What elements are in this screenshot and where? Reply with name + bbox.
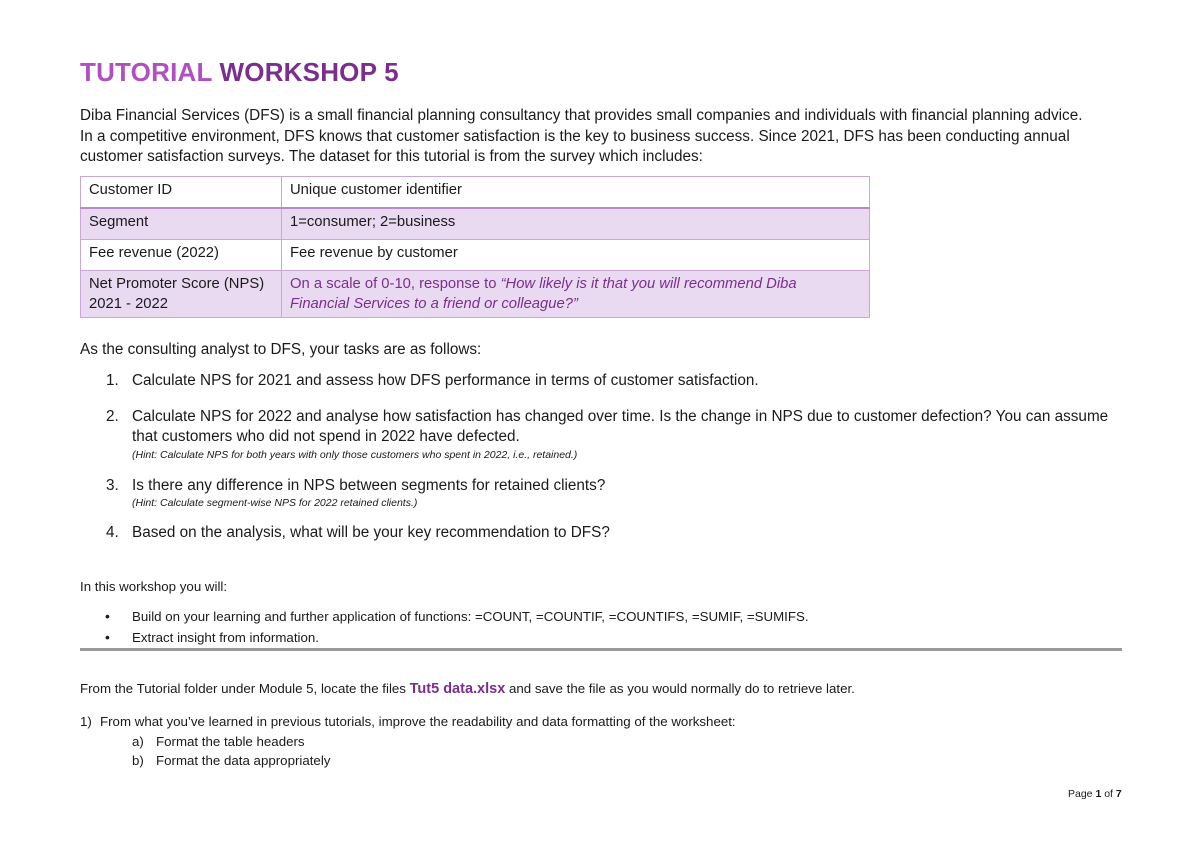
page-number [1068,788,1122,800]
page-current: 1 [1095,788,1102,800]
list-item [80,712,736,771]
page-label: Page [1068,788,1093,800]
task-number: 1. [106,372,119,389]
table-row [81,208,870,240]
field-description: 1=consumer; 2=business [282,208,870,240]
table-row [81,271,870,318]
task-number: 4. [106,524,119,541]
task-text: Calculate NPS for 2021 and assess how DFS performance in terms of customer satisfaction. [132,372,759,389]
file-name: Tut5 data.xlsx [409,681,506,697]
list-item [100,751,736,771]
page-total: 7 [1115,788,1122,800]
step-number: 1) [80,714,92,729]
task-hint: (Hint: Calculate segment-wise NPS for 2022 retained clients.) [132,497,418,509]
field-name [81,271,282,318]
task-number: 2. [106,407,119,425]
task-text: Is there any difference in NPS between segments for retained clients? [132,476,606,494]
list-item: • Extract insight from information. [80,627,809,648]
nps-description: On a scale of 0-10, response to [290,276,501,292]
task-text: Calculate NPS for 2022 and analyse how satisfaction has changed over time. Is the change in NPS due to customer defection? You can assume that customers who did not spend in 2022 have defected. [132,407,1109,445]
field-name-line-1: Net Promoter Score (NPS) [89,276,265,292]
task-number: 3. [106,476,119,494]
list-item: • Build on your learning and further application of functions: =COUNT, =COUNTIF, =COUNTIFS, =SUMIF, =SUMIFS. [80,606,809,627]
list-item [80,523,1130,544]
nps-question-line-1: “How likely is it that you will recommend Diba [500,276,797,292]
field-name: Segment [81,208,282,240]
step-text: From what you’ve learned in previous tutorials, improve the readability and data formatting of the worksheet: [100,714,736,729]
sub-step-text: Format the table headers [156,733,305,749]
intro-paragraph [80,106,1130,168]
list-item [80,371,1130,392]
workshop-intro: In this workshop you will: [80,579,228,594]
intro-line-3: customer satisfaction surveys. The dataset for this tutorial is from the survey which includes: [80,148,703,165]
field-name-line-2: 2021 - 2022 [89,296,168,312]
locate-text-after: and save the file as you would normally do to retrieve later. [505,681,855,696]
step-list [80,712,736,771]
table-row [81,240,870,271]
field-name: Customer ID [81,177,282,209]
task-list [80,371,1130,544]
title-part2: WORKSHOP 5 [219,57,399,87]
task-text: Based on the analysis, what will be your key recommendation to DFS? [132,524,610,541]
sub-step-text: Format the data appropriately [156,753,331,768]
tasks-intro: As the consulting analyst to DFS, your tasks are as follows: [80,341,482,358]
field-description: Unique customer identifier [282,177,870,209]
locate-text-before: From the Tutorial folder under Module 5, locate the files [80,681,410,696]
nps-question-line-2: Financial Services to a friend or colleague?” [290,296,578,312]
horizontal-divider [80,648,1122,651]
field-name: Fee revenue (2022) [81,240,282,271]
learning-objectives-list [80,606,809,648]
table-row [81,177,870,209]
sub-step-list [100,732,736,771]
field-description: Fee revenue by customer [282,240,870,271]
sub-step-number: a) [132,733,144,749]
locate-file-instruction [80,680,855,698]
list-item [80,407,1130,463]
intro-line-2: In a competitive environment, DFS knows that customer satisfaction is the key to business success. Since 2021, DFS has been conducting annual [80,127,1070,145]
list-item [100,732,736,752]
dataset-fields-table [80,176,870,318]
sub-step-number: b) [132,753,144,768]
of-label: of [1104,788,1113,800]
intro-line-1: Diba Financial Services (DFS) is a small financial planning consultancy that provides small companies and individuals with financial planning advice. [80,107,1083,124]
field-description [282,271,870,318]
task-hint: (Hint: Calculate NPS for both years with only those customers who spent in 2022, i.e., retained.) [132,448,578,461]
title-part1: TUTORIAL [80,57,213,87]
page-title [80,56,399,88]
list-item [80,476,1130,512]
